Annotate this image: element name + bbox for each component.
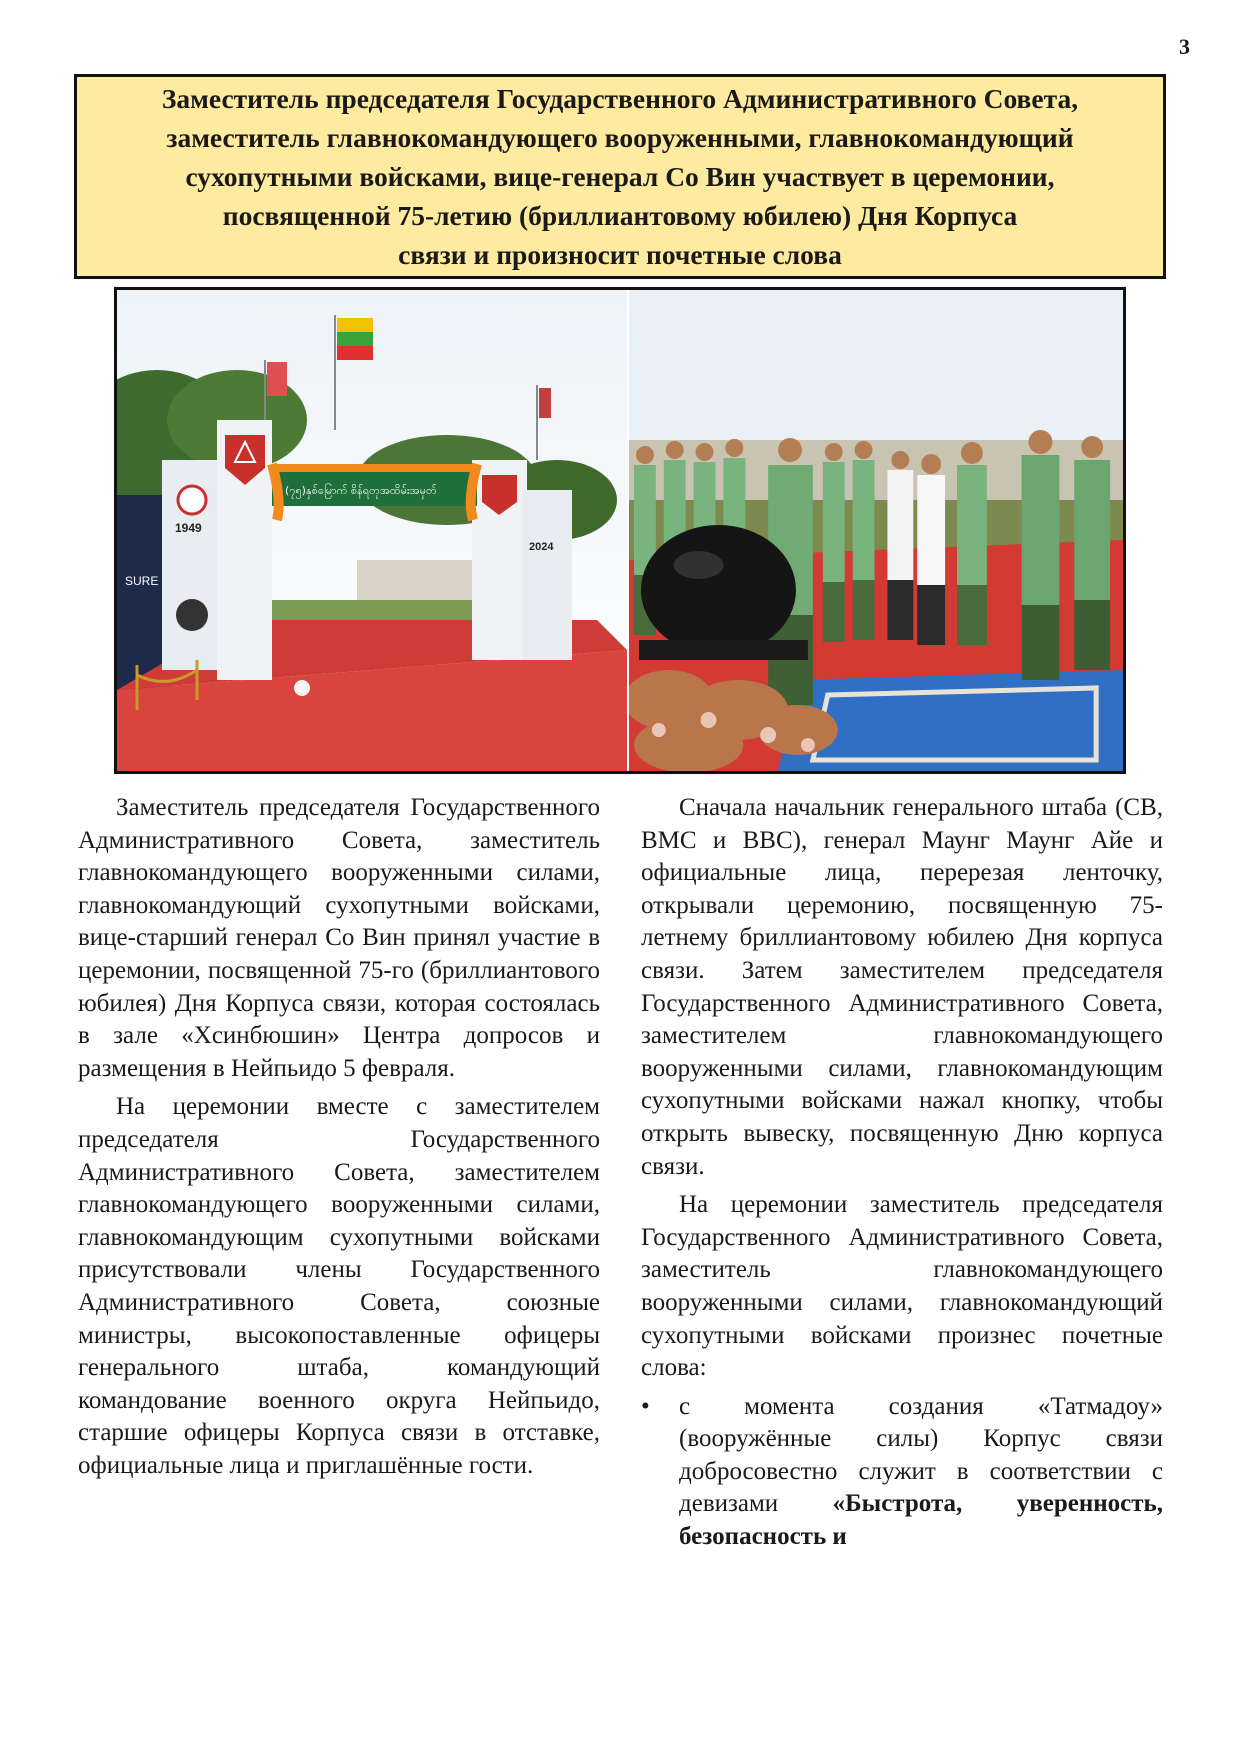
bullet-motto: «Быстрота, уверенность, безопасность и xyxy=(679,1490,1163,1551)
pillar-year-left: 1949 xyxy=(175,521,202,535)
paragraph: Заместитель председателя Государственного Административного Совета, заместитель главнокомандующего вооруженными силами, главнокомандующий сухопутными войсками, вице-старший генерал Со Вин принял участие в церемонии, посвященной 75-го (бриллиантового юбилея) Дня Корпуса связи, которая состоялась в зале «Хсинбюшин» Центра допросов и размещения в Нейпьидо 5 февраля. xyxy=(78,794,600,1082)
article-column-left xyxy=(78,792,600,1488)
paragraph: На церемонии вместе с заместителем председателя Государственного Административного Совета, заместителем главнокомандующего вооруженными силами, главнокомандующим сухопутными войсками присутствовали члены Государственного Административного Совета, союзные министры, высокопоставленные офицеры генерального штаба, командующий командование военного округа Нейпьидо, старшие офицеры Корпуса связи в отставке, официальные лица и приглашённые гости. xyxy=(78,1093,600,1479)
headline-line: заместитель главнокомандующего вооруженными, главнокомандующий xyxy=(166,122,1074,153)
headline-box xyxy=(74,74,1166,279)
paragraph: На церемонии заместитель председателя Государственного Административного Совета, заместитель главнокомандующего вооруженными силами, главнокомандующий сухопутными войсками произнес почетные слова: xyxy=(641,1191,1163,1382)
paragraph: Сначала начальник генерального штаба (СВ, ВМС и ВВС), генерал Маунг Маунг Айе и официальные лица, перерезая ленточку, открывали церемонию, посвященную 75-летнему бриллиантовому юбилею Дня корпуса связи. Затем заместителем председателя Государственного Административного Совета, заместителем главнокомандующего вооруженными силами, главнокомандующим сухопутными войсками нажал кнопку, чтобы открыть вывеску, посвященную Дню корпуса связи. xyxy=(641,794,1163,1180)
gate-banner-text: (၇၅)နှစ်မြောက် စိန်ရတုအထိမ်းအမှတ် xyxy=(285,484,437,497)
bullet-item xyxy=(641,1391,1163,1554)
headline-line: сухопутными войсками, вице-генерал Со Вин участвует в церемонии, xyxy=(185,161,1055,192)
side-word: SURE xyxy=(125,574,159,588)
pillar-year-right: 2024 xyxy=(529,541,554,553)
bullet-list xyxy=(641,1391,1163,1554)
article-column-right xyxy=(641,792,1163,1554)
headline-line: Заместитель председателя Государственного Административного Совета, xyxy=(161,83,1079,114)
photo-collage xyxy=(114,287,1126,774)
headline-line: связи и произносит почетные слова xyxy=(398,239,842,270)
gate-illustration xyxy=(117,290,627,771)
photo-ceremonial-gate xyxy=(117,290,629,771)
headline-line: посвященной 75-летию (бриллиантовому юбилею) Дня Корпуса xyxy=(222,200,1018,231)
headline xyxy=(162,79,1078,274)
page-number: 3 xyxy=(1179,34,1190,59)
photo-officials-ceremony xyxy=(629,290,1123,771)
bullet-text: с момента создания «Татмадоу» (вооружённые силы) Корпус связи добросовестно служит в соответствии с девизами xyxy=(679,1392,1163,1518)
ceremony-illustration xyxy=(629,290,1123,771)
